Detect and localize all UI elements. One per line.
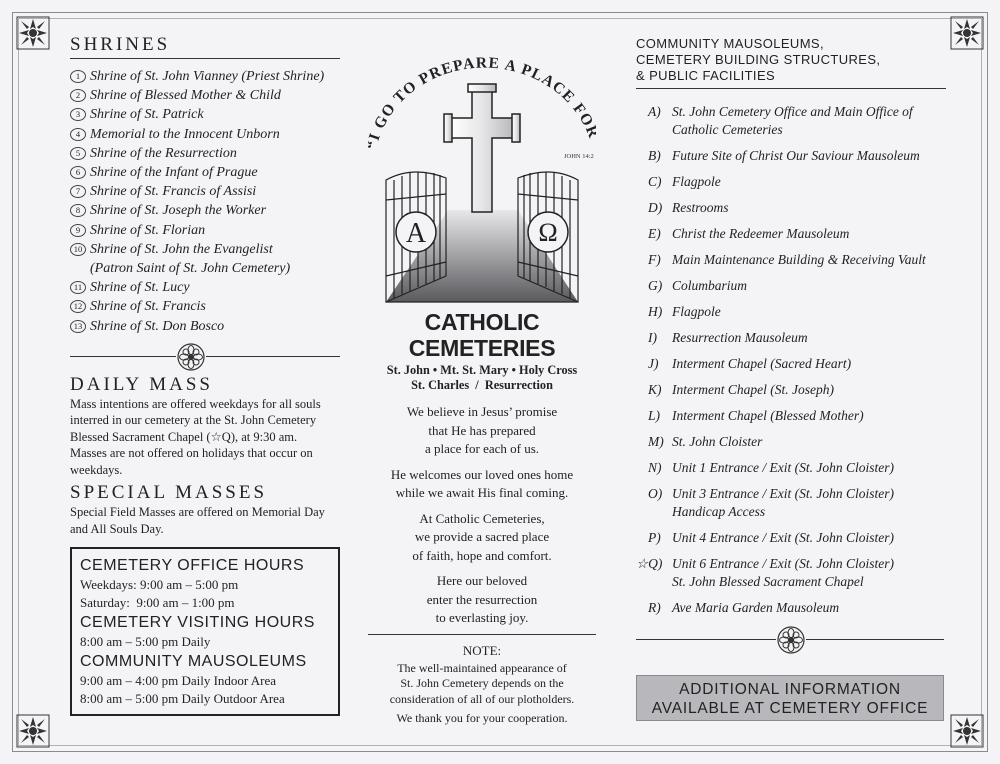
- list-item: D) Restrooms: [648, 200, 729, 215]
- corner-ornament-icon: [950, 16, 984, 50]
- list-item: 5 Shrine of the Resurrection: [70, 144, 340, 163]
- section-divider: [636, 625, 946, 655]
- section-divider: [70, 342, 340, 372]
- mission-paragraph-3: At Catholic Cemeteries, we provide a sacred place of faith, hope and comfort.: [412, 510, 552, 563]
- mission-paragraph-2: He welcomes our loved ones home while we await His final coming.: [390, 466, 574, 500]
- list-item: 9 Shrine of St. Florian: [70, 221, 340, 240]
- number-badge: 11: [70, 281, 86, 294]
- daily-mass-heading: DAILY MASS: [70, 373, 213, 395]
- shrines-heading: SHRINES: [70, 34, 171, 55]
- cemetery-list-line2: St. Charles / Resurrection: [411, 378, 553, 392]
- list-item: B) Future Site of Christ Our Saviour Mausoleum: [648, 148, 920, 163]
- brand-name-line1: CATHOLIC: [424, 309, 540, 335]
- list-item: 8 Shrine of St. Joseph the Worker: [70, 201, 340, 220]
- list-item: 4 Memorial to the Innocent Unborn: [70, 125, 340, 144]
- list-item: 12 Shrine of St. Francis: [70, 297, 340, 316]
- catholic-cemeteries-logo: [368, 40, 596, 308]
- list-item: ☆Q) Unit 6 Entrance / Exit (St. John Cloister) St. John Blessed Sacrament Chapel: [636, 556, 894, 589]
- list-item: 7 Shrine of St. Francis of Assisi: [70, 182, 340, 201]
- number-badge: 9: [70, 224, 86, 237]
- center-column: [368, 40, 596, 727]
- thanks-text: We thank you for your cooperation.: [396, 711, 568, 725]
- cemetery-list-line1: St. John • Mt. St. Mary • Holy Cross: [386, 363, 578, 377]
- number-badge: 3: [70, 108, 86, 121]
- number-badge: 6: [70, 166, 86, 179]
- number-badge: 2: [70, 89, 86, 102]
- office-hours-saturday: Saturday: 9:00 am – 1:00 pm: [80, 595, 235, 611]
- note-heading: NOTE:: [462, 642, 502, 658]
- cross-gate-icon: [368, 40, 596, 308]
- note-divider: [368, 634, 596, 635]
- daily-mass-note: Masses are not offered on holidays that occur on weekdays.: [70, 446, 313, 477]
- list-item: 1 Shrine of St. John Vianney (Priest Shrine): [70, 67, 340, 86]
- list-item: K) Interment Chapel (St. Joseph): [648, 382, 834, 397]
- special-masses-text: Special Field Masses are offered on Memorial Day and All Souls Day.: [70, 505, 325, 536]
- list-item: J) Interment Chapel (Sacred Heart): [648, 356, 852, 371]
- heading-rule: [636, 88, 946, 89]
- list-item: G) Columbarium: [648, 278, 748, 293]
- additional-info-box: [636, 675, 944, 721]
- svg-text:A: A: [405, 218, 427, 249]
- left-column: [70, 34, 340, 716]
- visiting-hours-title: CEMETERY VISITING HOURS: [80, 614, 315, 632]
- number-badge: 12: [70, 300, 86, 313]
- hours-box: [70, 547, 340, 716]
- office-hours-title: CEMETERY OFFICE HOURS: [80, 557, 305, 575]
- mausoleum-indoor-hours: 9:00 am – 4:00 pm Daily Indoor Area: [80, 673, 277, 689]
- number-badge: 4: [70, 128, 86, 141]
- note-text: The well-maintained appearance of St. John Cemetery depends on the consideration of all of our plotholders.: [389, 660, 575, 706]
- corner-ornament-icon: [16, 16, 50, 50]
- right-column: [636, 36, 946, 721]
- number-badge: 8: [70, 204, 86, 217]
- special-masses-heading: SPECIAL MASSES: [70, 482, 268, 504]
- list-item: 6 Shrine of the Infant of Prague: [70, 163, 340, 182]
- list-item: 2 Shrine of Blessed Mother & Child: [70, 86, 340, 105]
- rosette-icon: [176, 342, 206, 372]
- number-badge: 5: [70, 147, 86, 160]
- shrines-list: [70, 67, 340, 336]
- info-line-1: ADDITIONAL INFORMATION: [679, 681, 901, 698]
- svg-text:“I GO TO PREPARE A PLACE FOR Y: GO TO PREPARE A PLACE FO: [370, 54, 596, 132]
- mausoleum-hours-title: COMMUNITY MAUSOLEUMS: [80, 653, 307, 671]
- rosette-icon: [776, 625, 806, 655]
- number-badge: 1: [70, 70, 86, 83]
- list-item: A) St. John Cemetery Office and Main Office of Catholic Cemeteries: [648, 104, 913, 137]
- list-item: P) Unit 4 Entrance / Exit (St. John Cloister): [648, 530, 894, 545]
- mausoleum-outdoor-hours: 8:00 am – 5:00 pm Daily Outdoor Area: [80, 691, 285, 707]
- facilities-list: [636, 103, 946, 617]
- list-item: I) Resurrection Mausoleum: [648, 330, 808, 345]
- mission-paragraph-4: Here our beloved enter the resurrection to everlasting joy.: [426, 573, 538, 625]
- number-badge: 7: [70, 185, 86, 198]
- list-item: O) Unit 3 Entrance / Exit (St. John Cloister) Handicap Access: [648, 486, 894, 519]
- list-item: C) Flagpole: [648, 174, 721, 189]
- list-item: 11 Shrine of St. Lucy: [70, 278, 340, 297]
- svg-text:Ω: Ω: [538, 218, 558, 247]
- list-item: E) Christ the Redeemer Mausoleum: [648, 226, 850, 241]
- number-badge: 10: [70, 243, 86, 256]
- info-line-2: AVAILABLE AT CEMETERY OFFICE: [651, 700, 929, 717]
- list-item: N) Unit 1 Entrance / Exit (St. John Cloister): [648, 460, 894, 475]
- list-item: 10 Shrine of St. John the Evangelist (Patron Saint of St. John Cemetery): [70, 240, 340, 278]
- facilities-heading: COMMUNITY MAUSOLEUMS, CEMETERY BUILDING STRUCTURES, & PUBLIC FACILITIES: [636, 36, 881, 83]
- corner-ornament-icon: [950, 714, 984, 748]
- list-item: 3 Shrine of St. Patrick: [70, 105, 340, 124]
- visiting-hours-line: 8:00 am – 5:00 pm Daily: [80, 634, 211, 650]
- mission-paragraph-1: We believe in Jesus’ promise that He has prepared a place for each of us.: [406, 404, 558, 456]
- brand-name-line2: CEMETERIES: [408, 335, 556, 361]
- number-badge: 13: [70, 320, 86, 333]
- list-item: 13 Shrine of St. Don Bosco: [70, 317, 340, 336]
- list-item: L) Interment Chapel (Blessed Mother): [648, 408, 864, 423]
- list-item: F) Main Maintenance Building & Receiving Vault: [648, 252, 926, 267]
- svg-text:JOHN 14:2: JOHN 14:2: [564, 153, 594, 160]
- office-hours-weekdays: Weekdays: 9:00 am – 5:00 pm: [80, 577, 239, 593]
- heading-rule: [70, 58, 340, 59]
- list-item: H) Flagpole: [648, 304, 721, 319]
- daily-mass-text: Mass intentions are offered weekdays for all souls interred in our cemetery at the St. John Cemetery Blessed Sacrament Chapel (☆Q), at 9:30 am.: [70, 396, 321, 444]
- list-item: R) Ave Maria Garden Mausoleum: [648, 600, 840, 615]
- list-item: M) St. John Cloister: [648, 434, 763, 449]
- corner-ornament-icon: [16, 714, 50, 748]
